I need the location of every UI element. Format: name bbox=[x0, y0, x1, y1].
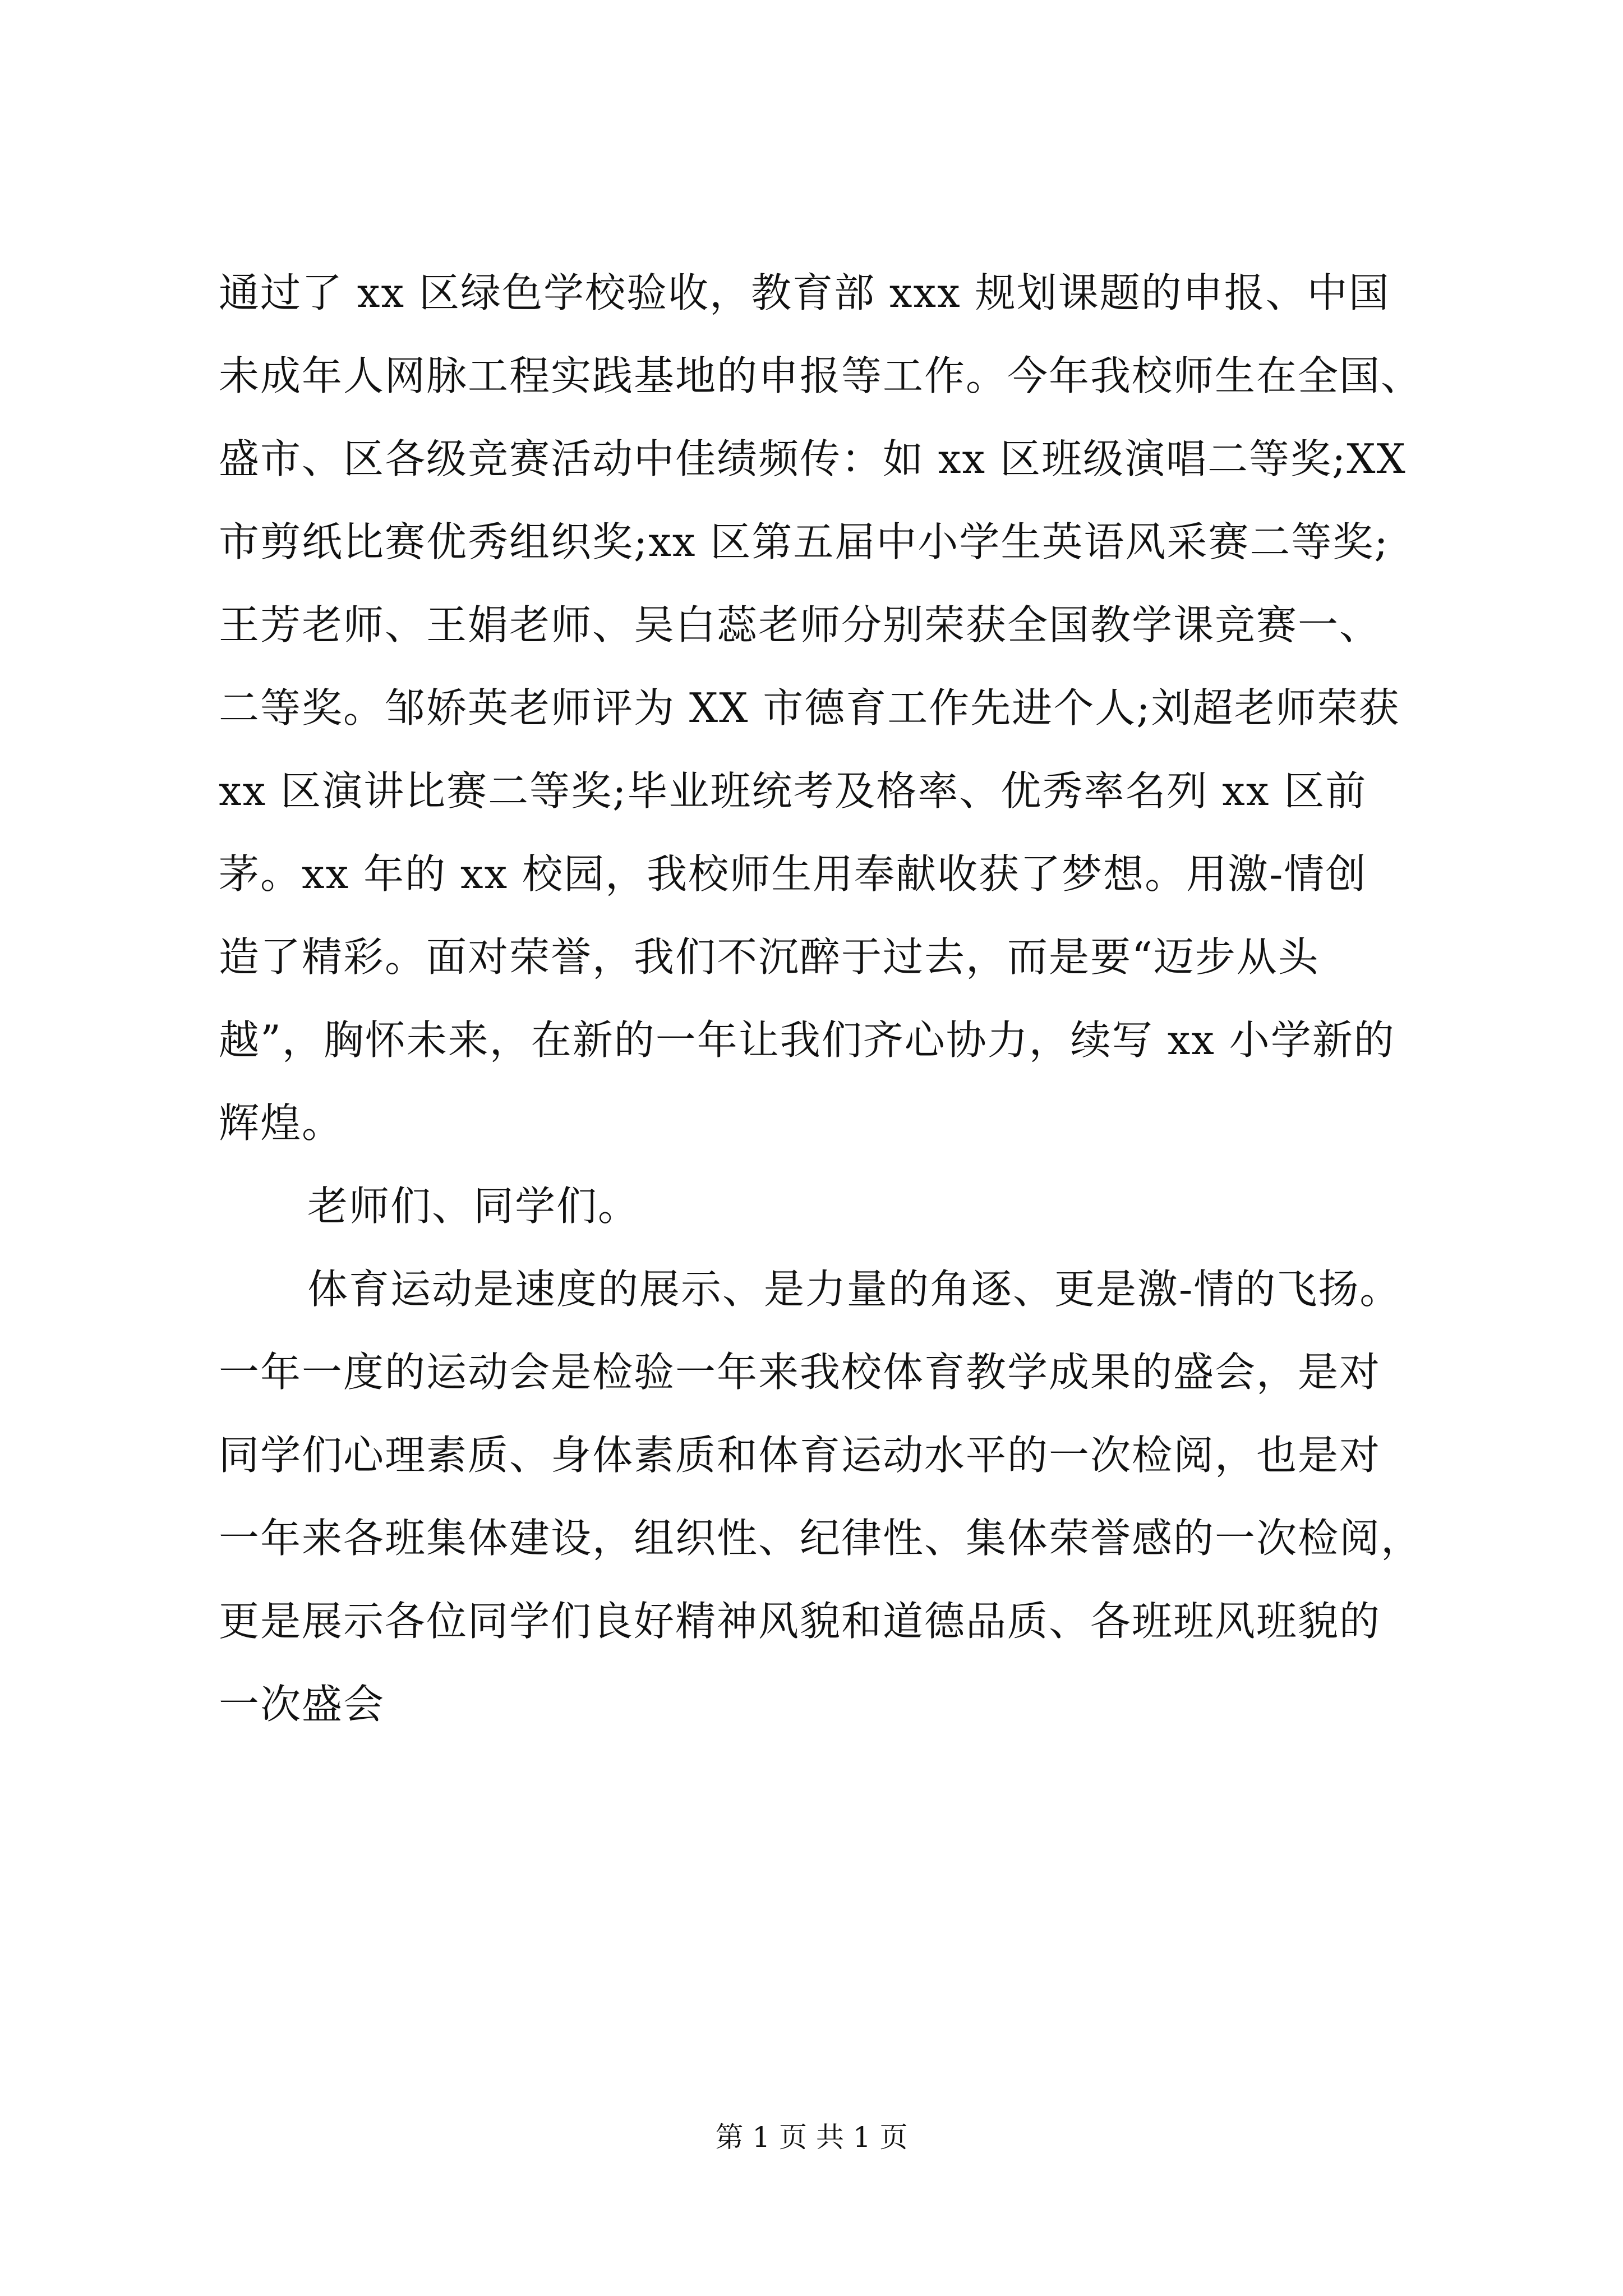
text-line: 王芳老师、王娟老师、吴白蕊老师分别荣获全国教学课竞赛一、 bbox=[219, 601, 1381, 648]
text-line: 同学们心理素质、身体素质和体育运动水平的一次检阅，也是对 bbox=[219, 1432, 1381, 1479]
text-line: 越”，胸怀未来，在新的一年让我们齐心协力，续写 xx 小学新的 bbox=[219, 1016, 1395, 1064]
text-line: 盛市、区各级竞赛活动中佳绩频传：如 xx 区班级演唱二等奖;XX bbox=[219, 435, 1407, 482]
text-line: 茅。xx 年的 xx 校园，我校师生用奉献收获了梦想。用激-情创 bbox=[219, 850, 1367, 898]
text-line: 二等奖。邹娇英老师评为 XX 市德育工作先进个人;刘超老师荣获 bbox=[219, 684, 1400, 731]
text-line: 造了精彩。面对荣誉，我们不沉醉于过去，而是要“迈步从头 bbox=[219, 933, 1320, 981]
document-body bbox=[219, 251, 1475, 1746]
text-line: 市剪纸比赛优秀组织奖;xx 区第五届中小学生英语风采赛二等奖; bbox=[219, 518, 1389, 565]
page-number-footer: 第 1 页 共 1 页 bbox=[715, 2121, 908, 2154]
text-line: 更是展示各位同学们良好精神风貌和道德品质、各班班风班貌的 bbox=[219, 1598, 1381, 1645]
text-line: 体育运动是速度的展示、是力量的角逐、更是激-情的飞扬。 bbox=[307, 1266, 1401, 1313]
text-line: 未成年人网脉工程实践基地的申报等工作。今年我校师生在全国、 bbox=[219, 352, 1423, 399]
text-line: 通过了 xx 区绿色学校验收，教育部 xxx 规划课题的申报、中国 bbox=[219, 269, 1390, 316]
greeting-line: 老师们、同学们。 bbox=[307, 1182, 640, 1230]
text-line: 一次盛会 bbox=[219, 1681, 385, 1728]
text-line: 一年来各班集体建设，组织性、纪律性、集体荣誉感的一次检阅， bbox=[219, 1515, 1423, 1562]
text-line: 一年一度的运动会是检验一年来我校体育教学成果的盛会，是对 bbox=[219, 1349, 1381, 1396]
text-line: xx 区演讲比赛二等奖;毕业班统考及格率、优秀率名列 xx 区前 bbox=[219, 767, 1367, 815]
text-line: 辉煌。 bbox=[219, 1099, 344, 1147]
